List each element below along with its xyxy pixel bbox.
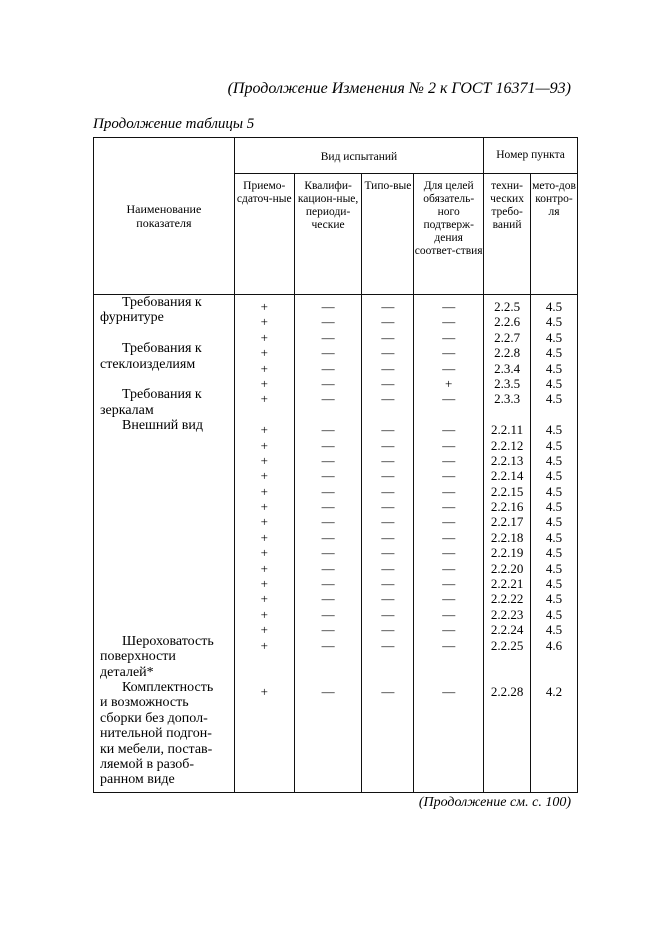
cell-b: — (321, 345, 335, 361)
indicator-name-line: фурнитуре (100, 310, 164, 326)
indicator-name-line: ки мебели, постав- (100, 741, 213, 757)
certification-column (414, 295, 484, 793)
cell-c: — (381, 375, 395, 391)
cell-a: + (260, 622, 268, 638)
cell-c: — (381, 452, 395, 468)
cell-t: 2.2.14 (490, 468, 524, 484)
cell-b: — (321, 514, 335, 530)
cell-m: 4.5 (545, 360, 563, 376)
cell-a (235, 653, 294, 668)
cell-d: — (442, 499, 456, 515)
cell-c: — (381, 299, 395, 314)
cell-t: 2.2.23 (490, 606, 524, 622)
cell-b (295, 407, 362, 422)
cell-b (295, 653, 362, 668)
cell-m: 4.5 (545, 591, 563, 607)
cell-c: — (381, 622, 395, 638)
cell-t: 2.2.12 (490, 437, 524, 453)
indicator-name-line: стеклоизделиям (100, 356, 196, 372)
indicator-name-line: ранном виде (100, 772, 175, 788)
cell-a: + (260, 591, 268, 607)
cell-d: — (442, 314, 456, 330)
cell-m: 4.5 (545, 576, 563, 592)
cell-b: — (321, 422, 335, 438)
indicator-name-line: Требования к (122, 295, 202, 310)
header-clause-number: Номер пункта (484, 138, 578, 174)
cell-b (295, 668, 362, 683)
cell-m: 4.5 (545, 345, 563, 361)
cell-t: 2.2.8 (494, 345, 521, 361)
cell-c: — (381, 314, 395, 330)
indicator-name (94, 295, 234, 326)
cell-m: 4.5 (545, 514, 563, 530)
cell-m: 4.5 (545, 452, 563, 468)
cell-d: — (442, 591, 456, 607)
table-caption: Продолжение таблицы 5 (93, 116, 255, 132)
cell-c: — (381, 391, 395, 407)
cell-c: — (381, 329, 395, 345)
indicator-name-line: Требования к (122, 387, 202, 403)
cell-c (362, 407, 413, 422)
cell-a: + (260, 606, 268, 622)
indicator-name-line: деталей* (100, 664, 154, 680)
cell-m: 4.5 (545, 299, 563, 314)
cell-c: — (381, 422, 395, 438)
cell-a: + (260, 314, 268, 330)
cell-a (235, 668, 294, 683)
cell-d: — (442, 622, 456, 638)
cell-t: 2.3.4 (494, 360, 521, 376)
cell-b: — (321, 591, 335, 607)
indicator-name-line: поверхности (100, 649, 176, 665)
cell-c: — (381, 591, 395, 607)
indicator-name-line: Комплектность (122, 680, 214, 695)
cell-m: 4.5 (545, 622, 563, 638)
cell-d: — (442, 514, 456, 530)
cell-m: 4.6 (545, 637, 563, 653)
cell-c: — (381, 483, 395, 499)
cell-a: + (260, 637, 268, 653)
cell-t: 2.2.7 (494, 329, 521, 345)
qualification-column (294, 295, 362, 793)
indicator-name (94, 387, 234, 418)
cell-t: 2.2.24 (490, 622, 524, 638)
cell-t: 2.3.5 (494, 375, 521, 391)
cell-m: 4.5 (545, 329, 563, 345)
cell-b: — (321, 545, 335, 561)
indicator-name-line: ляемой в разоб- (100, 757, 195, 773)
cell-c: — (381, 499, 395, 515)
cell-t: 2.2.5 (494, 299, 521, 314)
cell-m (531, 668, 577, 683)
cell-b: — (321, 683, 335, 699)
indicator-name-line: зеркалам (100, 402, 154, 418)
cell-c: — (381, 345, 395, 361)
cell-t: 2.2.11 (491, 422, 524, 438)
header-acceptance: Приемо-сдаточ-ные (234, 174, 294, 295)
cell-a: + (260, 514, 268, 530)
cell-m: 4.5 (545, 375, 563, 391)
cell-t: 2.2.21 (490, 576, 524, 592)
indicator-name-line: Требования к (122, 341, 202, 357)
cell-d: + (445, 375, 453, 391)
cell-b: — (321, 606, 335, 622)
cell-m: 4.5 (545, 391, 563, 407)
cell-a: + (260, 329, 268, 345)
cell-d: — (442, 483, 456, 499)
cell-d: — (442, 560, 456, 576)
cell-t (484, 653, 530, 668)
cell-t: 2.2.25 (490, 637, 524, 653)
cell-b: — (321, 468, 335, 484)
cell-a (235, 407, 294, 422)
cell-t: 2.2.15 (490, 483, 524, 499)
cell-c: — (381, 468, 395, 484)
cell-c: — (381, 545, 395, 561)
cell-a: + (260, 391, 268, 407)
cell-a: + (260, 576, 268, 592)
cell-c: — (381, 637, 395, 653)
cell-a: + (260, 560, 268, 576)
cell-b: — (321, 622, 335, 638)
control-methods-column (531, 295, 578, 793)
cell-c: — (381, 360, 395, 376)
indicator-name-line: нительной подгон- (100, 726, 212, 742)
cell-m: 4.2 (545, 683, 563, 699)
cell-t: 2.2.19 (490, 545, 524, 561)
indicator-name (94, 680, 234, 788)
cell-a: + (260, 422, 268, 438)
header-note: (Продолжение Изменения № 2 к ГОСТ 16371—93) (227, 80, 571, 97)
acceptance-column (234, 295, 294, 793)
cell-t: 2.2.22 (490, 591, 524, 607)
tech-requirements-column (484, 295, 531, 793)
cell-t (484, 407, 530, 422)
cell-d: — (442, 437, 456, 453)
cell-d: — (442, 683, 456, 699)
cell-m: 4.5 (545, 422, 563, 438)
test-table (93, 137, 578, 793)
cell-t: 2.2.16 (490, 499, 524, 515)
footer-note: (Продолжение см. с. 100) (418, 795, 571, 810)
cell-b: — (321, 391, 335, 407)
cell-d: — (442, 637, 456, 653)
cell-b: — (321, 637, 335, 653)
header-certification: Для целей обязатель-ного подтверж-дения соответ-ствия (414, 174, 484, 295)
cell-c: — (381, 529, 395, 545)
indicator-name-line: и возможность (100, 695, 189, 711)
cell-a: + (260, 345, 268, 361)
cell-m (531, 407, 577, 422)
cell-m: 4.5 (545, 314, 563, 330)
header-qualification: Квалифи-кацион-ные, периоди-ческие (294, 174, 362, 295)
header-control-methods: мето-дов контро-ля (531, 174, 578, 295)
cell-d: — (442, 545, 456, 561)
cell-b: — (321, 299, 335, 314)
cell-d: — (442, 391, 456, 407)
cell-t: 2.2.20 (490, 560, 524, 576)
cell-a: + (260, 529, 268, 545)
cell-m: 4.5 (545, 529, 563, 545)
indicator-name (94, 418, 234, 433)
cell-b: — (321, 314, 335, 330)
type-tests-column (362, 295, 414, 793)
cell-t (484, 668, 530, 683)
cell-t: 2.3.3 (494, 391, 521, 407)
cell-m: 4.5 (545, 468, 563, 484)
cell-m: 4.5 (545, 545, 563, 561)
cell-m: 4.5 (545, 437, 563, 453)
header-test-type: Вид испытаний (234, 138, 483, 174)
cell-d: — (442, 452, 456, 468)
cell-c: — (381, 683, 395, 699)
cell-t: 2.2.28 (490, 683, 524, 699)
cell-d: — (442, 299, 456, 314)
header-type-tests: Типо-вые (362, 174, 414, 295)
names-column (94, 295, 235, 793)
cell-b: — (321, 437, 335, 453)
cell-a: + (260, 483, 268, 499)
cell-b: — (321, 329, 335, 345)
cell-d: — (442, 468, 456, 484)
cell-m: 4.5 (545, 483, 563, 499)
cell-a: + (260, 437, 268, 453)
cell-m (531, 653, 577, 668)
cell-d: — (442, 345, 456, 361)
cell-d (414, 653, 483, 668)
cell-m: 4.5 (545, 606, 563, 622)
cell-b: — (321, 452, 335, 468)
cell-d: — (442, 529, 456, 545)
cell-a: + (260, 375, 268, 391)
cell-m: 4.5 (545, 560, 563, 576)
cell-c: — (381, 606, 395, 622)
header-name: Наименование показателя (94, 138, 235, 295)
cell-b: — (321, 483, 335, 499)
cell-b: — (321, 360, 335, 376)
indicator-name (94, 341, 234, 372)
cell-d (414, 407, 483, 422)
cell-a: + (260, 545, 268, 561)
cell-d (414, 668, 483, 683)
cell-m: 4.5 (545, 499, 563, 515)
indicator-name-line: Внешний вид (122, 418, 204, 434)
cell-d: — (442, 576, 456, 592)
cell-c: — (381, 514, 395, 530)
cell-d: — (442, 606, 456, 622)
cell-a: + (260, 360, 268, 376)
cell-b: — (321, 499, 335, 515)
cell-d: — (442, 360, 456, 376)
header-tech-requirements: техни-ческих требо-ваний (484, 174, 531, 295)
cell-a: + (260, 499, 268, 515)
cell-b: — (321, 375, 335, 391)
cell-t: 2.2.17 (490, 514, 524, 530)
cell-b: — (321, 560, 335, 576)
indicator-name-line: сборки без допол- (100, 710, 208, 726)
indicator-name (94, 634, 234, 680)
cell-d: — (442, 329, 456, 345)
cell-t: 2.2.13 (490, 452, 524, 468)
cell-a: + (260, 452, 268, 468)
cell-a: + (260, 683, 268, 699)
cell-c (362, 668, 413, 683)
cell-t: 2.2.18 (490, 529, 524, 545)
cell-t: 2.2.6 (494, 314, 521, 330)
cell-a: + (260, 299, 268, 314)
cell-c: — (381, 437, 395, 453)
cell-d: — (442, 422, 456, 438)
cell-c: — (381, 560, 395, 576)
cell-c (362, 653, 413, 668)
cell-b: — (321, 576, 335, 592)
cell-a: + (260, 468, 268, 484)
indicator-name-line: Шероховатость (122, 633, 214, 649)
cell-c: — (381, 576, 395, 592)
cell-b: — (321, 529, 335, 545)
